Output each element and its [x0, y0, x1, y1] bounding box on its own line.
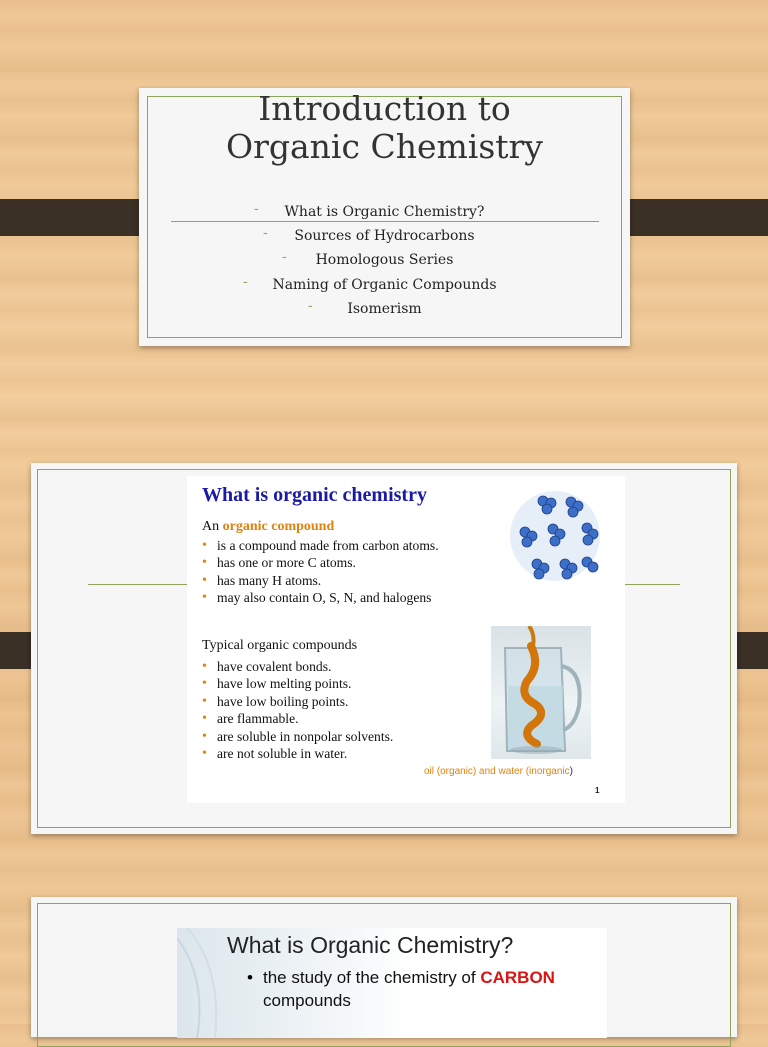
dash-bullet: - [308, 297, 313, 314]
slide-divider-left [88, 584, 187, 585]
intro-highlight: organic compound [222, 519, 335, 534]
list-item [202, 658, 393, 675]
list-item [202, 675, 393, 692]
agenda-item [139, 297, 630, 325]
slide-image [187, 476, 625, 803]
agenda-item-label: Isomerism [347, 300, 422, 317]
dash-bullet: - [263, 225, 268, 242]
list-item-text: has many H atoms. [217, 572, 322, 588]
oil-water-photo [491, 626, 591, 759]
agenda-item [139, 225, 630, 252]
list-item [202, 745, 393, 762]
list-item-text: are soluble in nonpolar solvents. [217, 728, 394, 744]
pitcher-illustration [491, 626, 591, 759]
list-item [202, 554, 439, 571]
slide-organic-compounds[interactable] [31, 463, 737, 834]
bullet-line [263, 968, 555, 988]
agenda-item [139, 249, 630, 276]
bullets-properties [202, 658, 393, 762]
caption-text: oil (organic) and water (inorganic [424, 766, 570, 777]
molecule-illustration [505, 484, 605, 589]
bullet-icon: • [202, 659, 207, 674]
slide-image [177, 928, 607, 1038]
list-item-text: may also contain O, S, N, and halogens [217, 590, 432, 606]
list-item [202, 589, 439, 606]
list-item-text: has one or more C atoms. [217, 555, 356, 571]
bullet-icon: • [202, 590, 207, 606]
agenda-item-label: What is Organic Chemistry? [284, 204, 485, 220]
band-left-1 [0, 199, 156, 236]
line-prefix: the study of the chemistry of [263, 968, 476, 987]
intro-prefix: An [202, 519, 220, 534]
dash-bullet: - [254, 201, 259, 217]
slide-title-text [139, 90, 630, 166]
agenda-item-label: Homologous Series [315, 252, 454, 269]
title-line-2: Organic Chemistry [226, 127, 543, 166]
page-number: 1 [595, 786, 600, 795]
agenda-item [139, 273, 630, 301]
agenda-item-label: Naming of Organic Compounds [272, 276, 497, 293]
agenda-item-label: Sources of Hydrocarbons [294, 228, 475, 245]
list-item [202, 728, 393, 745]
bullet-icon: • [202, 572, 207, 588]
list-item-text: have covalent bonds. [217, 659, 332, 674]
caption-paren: ) [569, 766, 573, 777]
subheading: Typical organic compounds [202, 638, 358, 653]
bullets-definition [202, 537, 439, 607]
agenda-list [139, 201, 630, 325]
list-item [202, 572, 439, 589]
slide-heading: What is Organic Chemistry? [227, 932, 514, 958]
list-item [202, 710, 393, 727]
title-line-1: Introduction to [258, 89, 511, 128]
agenda-item [139, 201, 630, 228]
dash-bullet: - [282, 249, 287, 266]
list-item [202, 537, 439, 554]
list-item-text: are not soluble in water. [217, 745, 348, 761]
list-item-text: have low melting points. [217, 676, 352, 692]
list-item-text: have low boiling points. [217, 693, 349, 709]
slide-heading: What is organic chemistry [202, 484, 427, 506]
list-item-text: is a compound made from carbon atoms. [217, 538, 439, 553]
photo-caption [424, 766, 573, 777]
bullet-icon: • [202, 676, 207, 692]
slide-divider-right [625, 584, 680, 585]
bullet-icon: • [202, 555, 207, 571]
list-item [202, 693, 393, 710]
bullet-icon: • [202, 728, 207, 744]
intro-line [202, 519, 334, 535]
list-item-text: are flammable. [217, 711, 299, 727]
bullet-icon: • [247, 968, 253, 987]
slide-title[interactable] [139, 88, 630, 346]
bullet-line-continued: compounds [263, 991, 351, 1010]
bullet-icon: • [202, 745, 207, 761]
line-highlight: CARBON [480, 968, 555, 987]
dash-bullet: - [243, 273, 248, 290]
bullet-icon: • [202, 711, 207, 727]
band-right-1 [612, 199, 768, 236]
bullet-icon: • [202, 538, 207, 553]
bullet-icon: • [202, 693, 207, 709]
slide-study-of-carbon[interactable] [31, 897, 737, 1037]
